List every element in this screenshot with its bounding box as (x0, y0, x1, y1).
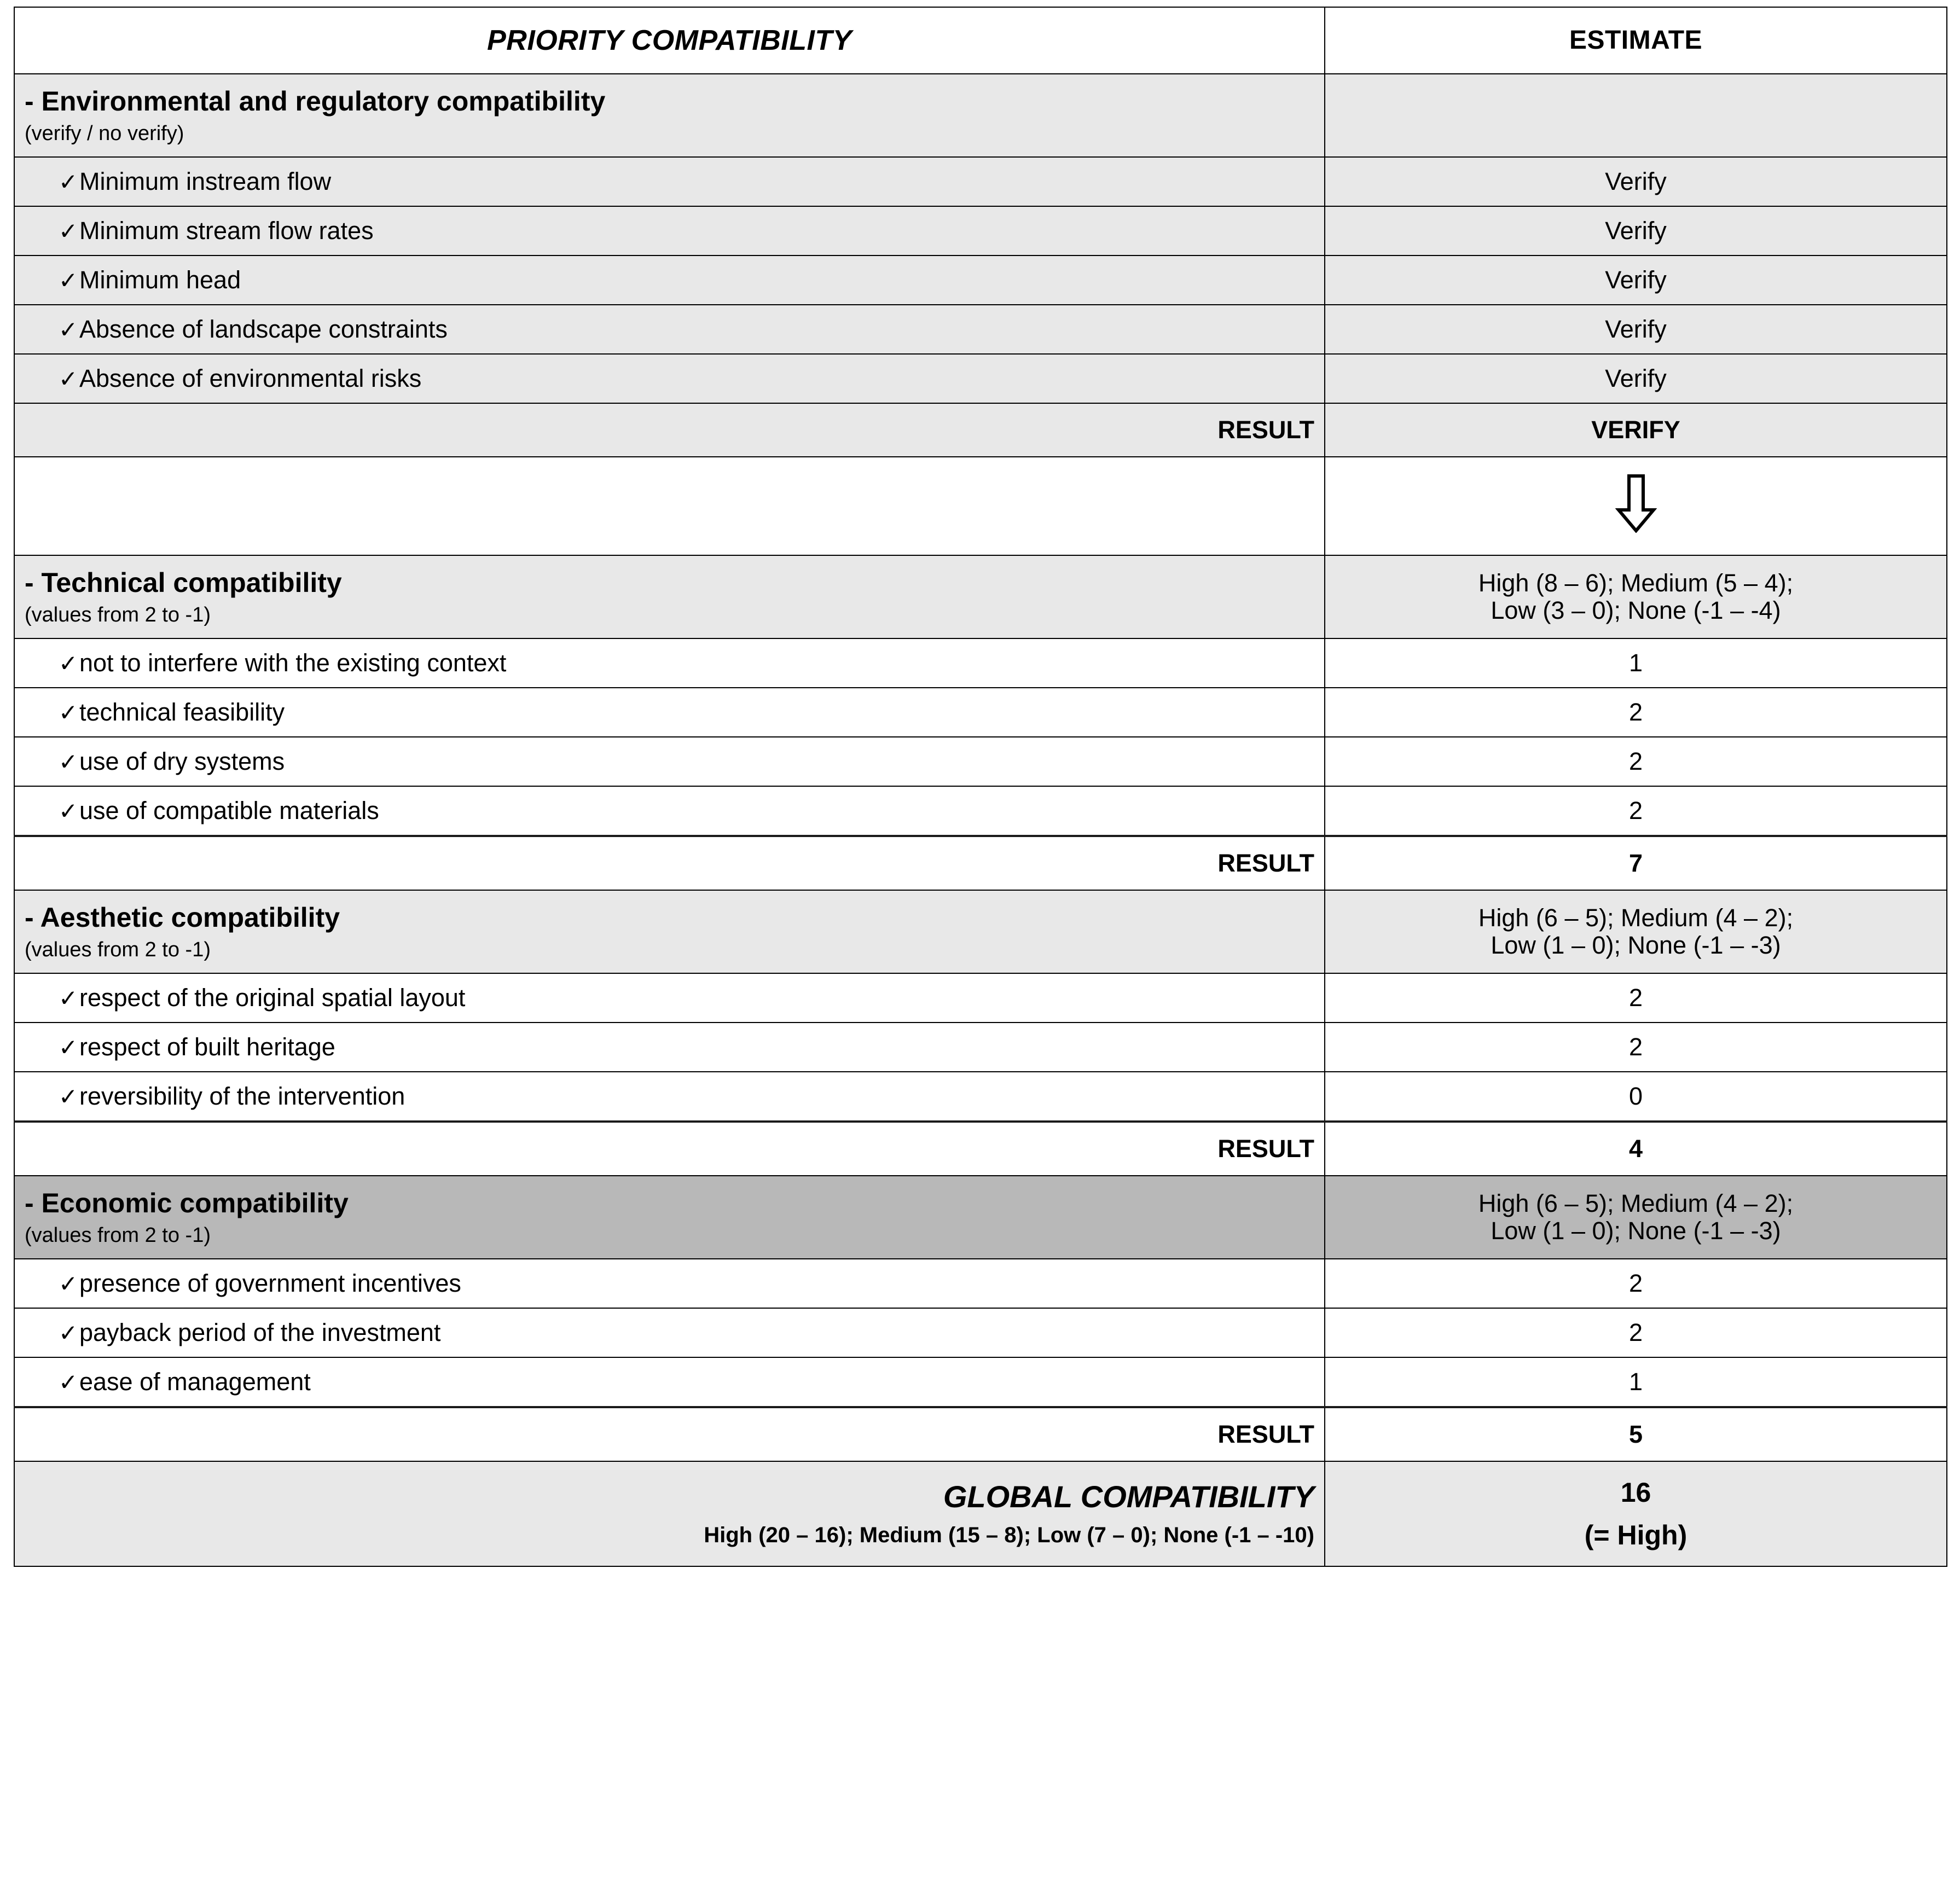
criterion-label-cell (14, 305, 1325, 354)
criterion-value: Verify (1325, 157, 1947, 206)
criterion-label-cell (14, 786, 1325, 836)
result-row-aesthetic (14, 1122, 1947, 1176)
criterion-text: ease of management (79, 1367, 311, 1396)
result-value: VERIFY (1325, 403, 1947, 457)
criterion-label-cell (14, 206, 1325, 255)
section-title-cell-aesthetic (14, 890, 1325, 973)
criterion-value: Verify (1325, 354, 1947, 403)
section-header-technical (14, 555, 1947, 638)
result-value: 4 (1325, 1122, 1947, 1176)
section-scale-line2-economic: Low (1 – 0); None (-1 – -3) (1491, 1217, 1781, 1245)
table-row (14, 1023, 1947, 1072)
criterion-value: Verify (1325, 206, 1947, 255)
checkmark-icon: ✓ (59, 1034, 78, 1060)
criterion-text: Minimum head (79, 265, 241, 294)
criterion-text: reversibility of the intervention (79, 1082, 405, 1110)
flow-arrow-row (14, 457, 1947, 555)
table-header-row (14, 7, 1947, 74)
down-arrow-icon (1615, 474, 1657, 533)
section-title-cell-economic (14, 1176, 1325, 1259)
checkmark-icon: ✓ (59, 267, 78, 293)
criterion-value: 2 (1325, 786, 1947, 836)
criterion-text: technical feasibility (79, 698, 285, 726)
section-title-aesthetic: - Aesthetic compatibility (25, 902, 340, 933)
checkmark-icon: ✓ (59, 650, 78, 676)
criterion-text: payback period of the investment (79, 1318, 441, 1346)
criterion-text: presence of government incentives (79, 1269, 461, 1297)
result-value: 5 (1325, 1407, 1947, 1461)
criterion-label-cell (14, 1308, 1325, 1357)
criterion-text: not to interfere with the existing context (79, 648, 507, 677)
criterion-text: Minimum instream flow (79, 167, 332, 195)
criterion-value: 2 (1325, 1259, 1947, 1308)
result-row-environmental (14, 403, 1947, 457)
table-row (14, 157, 1947, 206)
criterion-label-cell (14, 1072, 1325, 1122)
section-title-environmental: - Environmental and regulatory compatibility (25, 85, 606, 117)
table-row (14, 786, 1947, 836)
section-subtitle-aesthetic: (values from 2 to -1) (25, 938, 211, 961)
criterion-value: 0 (1325, 1072, 1947, 1122)
criterion-value: 2 (1325, 737, 1947, 786)
criterion-text: use of compatible materials (79, 796, 379, 824)
section-title-economic: - Economic compatibility (25, 1187, 349, 1218)
criterion-label-cell (14, 1259, 1325, 1308)
flow-arrow-spacer (14, 457, 1325, 555)
global-compatibility-scale: High (20 – 16); Medium (15 – 8); Low (7 – 0); None (-1 – -10) (704, 1523, 1314, 1547)
section-scale-technical (1325, 555, 1947, 638)
criterion-value: Verify (1325, 255, 1947, 305)
table-row (14, 255, 1947, 305)
section-subtitle-technical: (values from 2 to -1) (25, 603, 211, 626)
criterion-value: 1 (1325, 638, 1947, 688)
criterion-text: respect of built heritage (79, 1032, 335, 1061)
global-compatibility-value-cell (1325, 1461, 1947, 1566)
checkmark-icon: ✓ (59, 1270, 78, 1297)
criterion-label-cell (14, 638, 1325, 688)
global-compatibility-classification: (= High) (1584, 1520, 1688, 1550)
priority-compatibility-table (14, 7, 1947, 1567)
table-row (14, 305, 1947, 354)
checkmark-icon: ✓ (59, 218, 78, 244)
criterion-value: 2 (1325, 1023, 1947, 1072)
global-compatibility-value: 16 (1620, 1477, 1651, 1508)
table-row (14, 973, 1947, 1023)
criterion-value: 2 (1325, 1308, 1947, 1357)
section-subtitle-economic: (values from 2 to -1) (25, 1223, 211, 1247)
global-compatibility-label-cell (14, 1461, 1325, 1566)
section-scale-line1-economic: High (6 – 5); Medium (4 – 2); (1478, 1189, 1794, 1217)
table-row (14, 638, 1947, 688)
checkmark-icon: ✓ (59, 365, 78, 392)
criterion-text: Absence of environmental risks (79, 364, 422, 392)
section-header-aesthetic (14, 890, 1947, 973)
table-row (14, 1308, 1947, 1357)
result-label: RESULT (14, 1122, 1325, 1176)
table-row (14, 1259, 1947, 1308)
section-scale-line1-aesthetic: High (6 – 5); Medium (4 – 2); (1478, 903, 1794, 932)
table-row (14, 688, 1947, 737)
criterion-label-cell (14, 255, 1325, 305)
checkmark-icon: ✓ (59, 169, 78, 195)
section-header-environmental (14, 74, 1947, 157)
result-row-economic (14, 1407, 1947, 1461)
section-title-cell-environmental (14, 74, 1325, 157)
section-scale-line2-technical: Low (3 – 0); None (-1 – -4) (1491, 596, 1781, 624)
table-row (14, 354, 1947, 403)
result-label: RESULT (14, 403, 1325, 457)
checkmark-icon: ✓ (59, 316, 78, 342)
section-scale-line1-technical: High (8 – 6); Medium (5 – 4); (1478, 568, 1794, 597)
criterion-label-cell (14, 737, 1325, 786)
criterion-text: Absence of landscape constraints (79, 315, 448, 343)
section-title-cell-technical (14, 555, 1325, 638)
result-value: 7 (1325, 836, 1947, 890)
section-title-technical: - Technical compatibility (25, 567, 342, 598)
flow-arrow-cell (1325, 457, 1947, 555)
criterion-label-cell (14, 973, 1325, 1023)
section-scale-aesthetic (1325, 890, 1947, 973)
header-estimate: ESTIMATE (1325, 7, 1947, 74)
checkmark-icon: ✓ (59, 699, 78, 725)
criterion-text: use of dry systems (79, 747, 285, 775)
table-row (14, 737, 1947, 786)
result-row-technical (14, 836, 1947, 890)
table-row (14, 1357, 1947, 1407)
section-scale-economic (1325, 1176, 1947, 1259)
criterion-text: Minimum stream flow rates (79, 216, 374, 245)
criterion-label-cell (14, 688, 1325, 737)
checkmark-icon: ✓ (59, 1083, 78, 1110)
criterion-value: 2 (1325, 973, 1947, 1023)
section-header-economic (14, 1176, 1947, 1259)
criterion-text: respect of the original spatial layout (79, 983, 466, 1012)
result-label: RESULT (14, 1407, 1325, 1461)
checkmark-icon: ✓ (59, 798, 78, 824)
criterion-label-cell (14, 1357, 1325, 1407)
header-priority-compatibility: PRIORITY COMPATIBILITY (14, 7, 1325, 74)
section-scale-environmental (1325, 74, 1947, 157)
global-compatibility-row (14, 1461, 1947, 1566)
section-scale-line2-aesthetic: Low (1 – 0); None (-1 – -3) (1491, 931, 1781, 959)
global-compatibility-title: GLOBAL COMPATIBILITY (943, 1479, 1314, 1514)
checkmark-icon: ✓ (59, 1320, 78, 1346)
criterion-value: Verify (1325, 305, 1947, 354)
criterion-value: 1 (1325, 1357, 1947, 1407)
checkmark-icon: ✓ (59, 748, 78, 775)
section-subtitle-environmental: (verify / no verify) (25, 121, 184, 145)
criterion-label-cell (14, 354, 1325, 403)
table-row (14, 1072, 1947, 1122)
checkmark-icon: ✓ (59, 1369, 78, 1395)
table-row (14, 206, 1947, 255)
criterion-value: 2 (1325, 688, 1947, 737)
result-label: RESULT (14, 836, 1325, 890)
criterion-label-cell (14, 1023, 1325, 1072)
checkmark-icon: ✓ (59, 985, 78, 1011)
criterion-label-cell (14, 157, 1325, 206)
